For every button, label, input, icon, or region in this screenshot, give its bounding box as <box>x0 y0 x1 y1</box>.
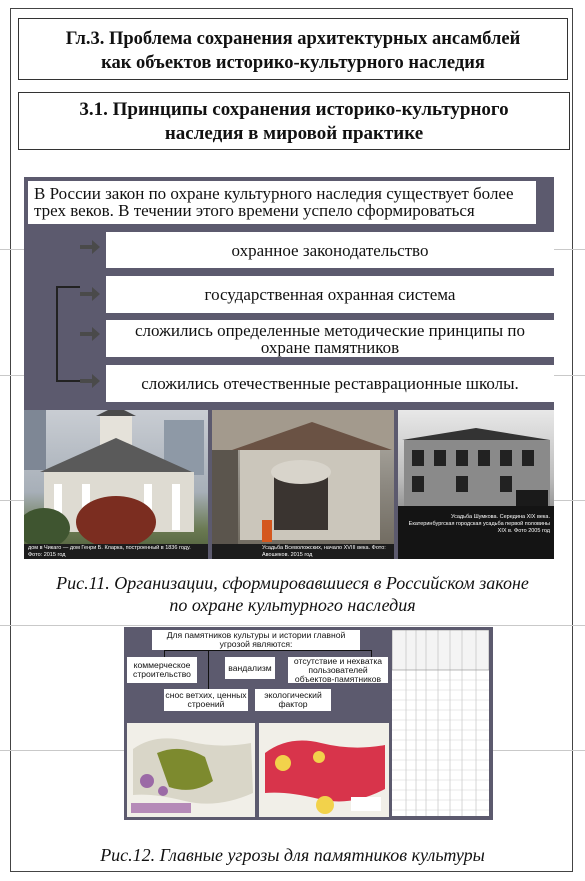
connector-line <box>208 650 209 692</box>
photo-shumkov-estate <box>398 410 554 559</box>
threats-header: Для памятников культуры и истории главной угрозой являются: <box>152 630 360 650</box>
section-title <box>18 92 570 150</box>
list-item: государственная охранная система <box>106 276 554 313</box>
arrow-right-icon <box>80 374 100 388</box>
caption-line-1: Рис.11. Организации, сформировавшиеся в Российском законе <box>56 573 529 593</box>
old-house-illustration <box>398 410 554 559</box>
map-green-regions <box>127 723 255 817</box>
threat-item: вандализм <box>225 657 275 679</box>
threat-item: отсутствие и нехватка пользователей объектов-памятников <box>288 657 388 683</box>
photo-clarke-house <box>24 410 208 559</box>
arrow-right-icon <box>80 287 100 301</box>
arrow-right-icon <box>80 327 100 341</box>
ruin-illustration <box>212 410 394 559</box>
divider-line <box>0 625 585 626</box>
bracket-tick <box>58 380 80 382</box>
bracket-connector <box>56 286 80 382</box>
threat-item: экологический фактор <box>255 689 331 711</box>
caption-line-2: по охране культурного наследия <box>169 595 416 615</box>
chapter-title-line-2: как объектов историко-культурного наследия <box>101 53 485 73</box>
house-illustration <box>24 410 208 559</box>
photo-caption: Усадьба Всеволожских, начало XVIII века. Фото: Авошеков. 2015 год <box>262 545 386 558</box>
list-item: сложились отечественные реставрационные школы. <box>106 365 554 402</box>
threat-item: коммерческое строительство <box>127 657 197 683</box>
bracket-tick <box>58 286 80 288</box>
slide-intro-text: В России закон по охране культурного наследия существует более трех веков. В течении этого времени успело сформироваться <box>28 181 536 224</box>
photo-vsevolozhsky-estate <box>212 410 394 559</box>
map-red-regions <box>259 723 389 817</box>
chapter-title <box>18 18 568 80</box>
list-item: сложились определенные методические принципы по охране памятников <box>106 320 554 357</box>
slide-russian-heritage-law <box>24 177 554 559</box>
statistics-table <box>392 630 489 816</box>
figure-12-caption: Рис.12. Главные угрозы для памятников культуры <box>100 845 485 865</box>
section-title-line-2: наследия в мировой практике <box>164 123 424 144</box>
list-item: охранное законодательство <box>106 232 554 268</box>
slide-heritage-threats <box>124 627 493 820</box>
chapter-title-line-1: Гл.3. Проблема сохранения архитектурных ансамблей <box>65 29 521 49</box>
photo-caption: Усадьба Шумкова. Середина XIX века. Екатеринбургская городская усадьба первой половины XIX в. Фото 2005 год <box>408 514 550 534</box>
threat-item: снос ветхих, ценных строений <box>165 690 247 709</box>
figure-11-caption <box>0 572 585 616</box>
photo-caption: дом в Чикаго — дом Генри Б. Кларка, построенный в 1836 году. Фото: 2015 год <box>28 545 191 558</box>
arrow-right-icon <box>80 240 100 254</box>
section-title-line-1: 3.1. Принципы сохранения историко-культурного <box>79 99 509 120</box>
